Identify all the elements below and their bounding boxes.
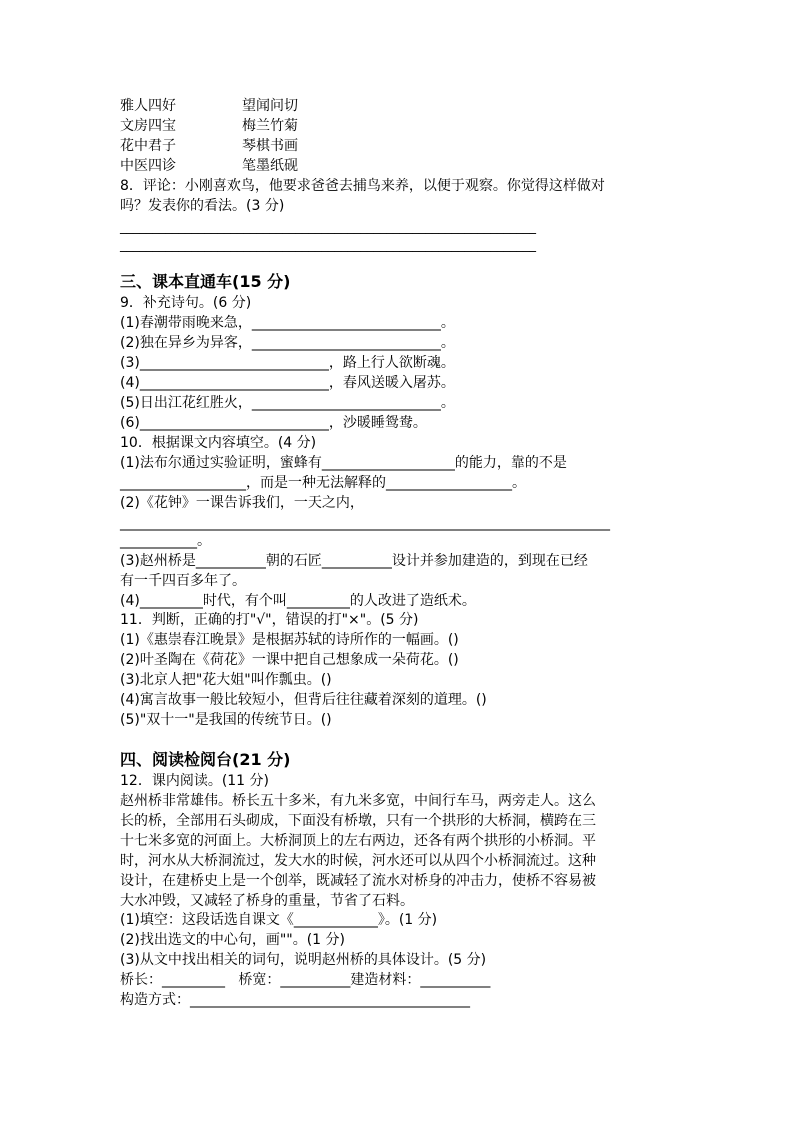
q11-line-2: (2)叶圣陶在《荷花》一课中把自己想象成一朵荷花。() [120, 652, 459, 668]
match-right-4: 笔墨纸砚 [242, 158, 298, 174]
q10-line-2: __________________，而是一种无法解释的__________________。 [120, 475, 526, 491]
passage-line-6: 大水冲毁，又减轻了桥身的重量，节省了石料。 [120, 893, 414, 909]
match-right-3: 琴棋书画 [242, 138, 298, 154]
q9-title: 9．补充诗句。(6 分) [120, 295, 252, 311]
q10-line-6: (3)赵州桥是__________朝的石匠__________设计并参加建造的，到现在已经 [120, 553, 588, 569]
q10-line-7: 有一千四百多年了。 [120, 573, 246, 589]
q11-title: 11．判断，正确的打"√"，错误的打"×"。(5 分) [120, 612, 419, 628]
q10-line-4: ______________________________________________________________________ [120, 515, 610, 531]
passage-line-1: 赵州桥非常雄伟。桥长五十多米，有九米多宽，中间行车马，两旁走人。这么 [120, 793, 596, 809]
q8-line-1: 8．评论：小刚喜欢鸟，他要求爸爸去捕鸟来养，以便于观察。你觉得这样做对 [120, 178, 605, 194]
q12-fill-dimensions: 桥长：_________ 桥宽：__________建造材料：__________ [120, 972, 491, 988]
q10-line-3: (2)《花钟》一课告诉我们，一天之内， [120, 495, 364, 511]
q10-title: 10．根据课文内容填空。(4 分) [120, 435, 317, 451]
q11-line-5: (5)"双十一"是我国的传统节日。() [120, 712, 332, 728]
section-4-title: 四、阅读检阅台(21 分) [120, 750, 291, 769]
q10-line-1: (1)法布尔通过实验证明，蜜蜂有___________________的能力，靠的不是 [120, 455, 567, 471]
q10-line-8: (4)_________时代，有个叫_________的人改进了造纸术。 [120, 593, 476, 609]
q8-line-2: 吗？发表你的看法。(3 分) [120, 198, 285, 214]
q9-line-4: (4)___________________________，春风送暖入屠苏。 [120, 375, 455, 391]
q12-sub-1: (1)填空：这段话选自课文《____________》。(1 分) [120, 912, 438, 928]
q12-sub-2: (2)找出选文的中心句，画""。(1 分) [120, 932, 345, 948]
passage-line-4: 时，河水从大桥洞流过，发大水的时候，河水还可以从四个小桥洞流过。这种 [120, 853, 596, 869]
match-right-1: 望闻问切 [242, 98, 298, 114]
q11-line-1: (1)《惠崇春江晚景》是根据苏轼的诗所作的一幅画。() [120, 632, 459, 648]
passage-line-2: 长的桥，全部用石头砌成，下面没有桥墩，只有一个拱形的大桥洞，横跨在三 [120, 813, 596, 829]
passage-line-5: 设计，在建桥史上是一个创举，既减轻了流水对桥身的冲击力，使桥不容易被 [120, 873, 596, 889]
q12-sub-3: (3)从文中找出相关的词句，说明赵州桥的具体设计。(5 分) [120, 952, 487, 968]
match-left-2: 文房四宝 [120, 118, 176, 134]
q9-line-3: (3)___________________________，路上行人欲断魂。 [120, 355, 455, 371]
q9-line-2: (2)独在异乡为异客，___________________________。 [120, 335, 455, 351]
match-left-1: 雅人四好 [120, 98, 176, 114]
q8-answer-blank-2: ________________________________________________________________ [120, 238, 536, 253]
q11-line-3: (3)北京人把"花大姐"叫作瓢虫。() [120, 672, 332, 688]
passage-line-3: 十七米多宽的河面上。大桥洞顶上的左右两边，还各有两个拱形的小桥洞。平 [120, 833, 596, 849]
match-left-3: 花中君子 [120, 138, 176, 154]
match-right-2: 梅兰竹菊 [242, 118, 298, 134]
q11-line-4: (4)寓言故事一般比较短小，但背后往往藏着深刻的道理。() [120, 692, 487, 708]
q12-fill-structure: 构造方式：________________________________________ [120, 992, 470, 1008]
section-3-title: 三、课本直通车(15 分) [120, 272, 291, 291]
q9-line-5: (5)日出江花红胜火，___________________________。 [120, 395, 455, 411]
q8-answer-blank-1: ________________________________________________________________ [120, 220, 536, 235]
q12-title: 12．课内阅读。(11 分) [120, 773, 270, 789]
match-left-4: 中医四诊 [120, 158, 176, 174]
q9-line-1: (1)春潮带雨晚来急，___________________________。 [120, 315, 455, 331]
q10-line-5: ___________。 [120, 533, 211, 549]
q9-line-6: (6)___________________________，沙暖睡鸳鸯。 [120, 415, 427, 431]
